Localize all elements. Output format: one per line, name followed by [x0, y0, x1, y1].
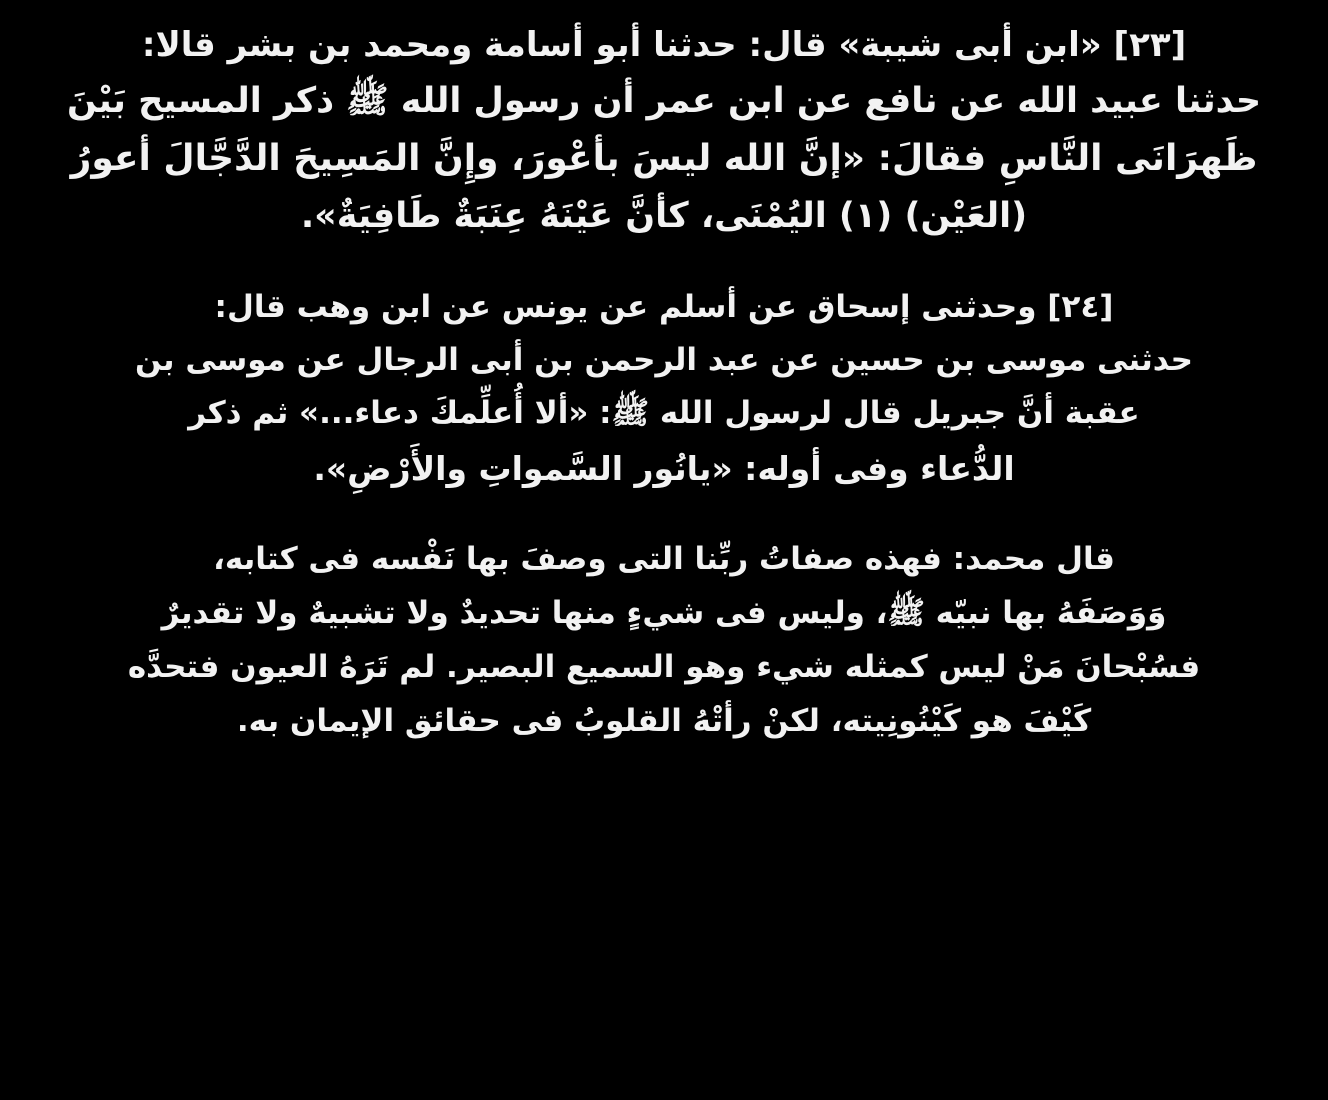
hadith-23-line-4: (العَيْن) (١) اليُمْنَى، كأنَّ عَيْنَهُ عِنَبَةٌ طَافِيَةٌ». [300, 196, 1028, 237]
hadith-entry-23 [34, 18, 1294, 245]
commentary-line-4: كَيْفَ هو كَيْنُونِيته، لكنْ رأتْهُ القلوبُ فى حقائق الإيمان به. [236, 703, 1092, 740]
hadith-24-line-3: عقبة أنَّ جبريل قال لرسول الله ﷺ: «ألا أُعلِّمكَ دعاء...» ثم ذكر [188, 395, 1140, 432]
hadith-24-line-4: الدُّعاء وفى أوله: «يانُور السَّمواتِ والأَرْضِ». [313, 448, 1015, 488]
hadith-entry-24 [34, 281, 1294, 498]
commentary-line-1: قال محمد: فهذه صفاتُ ربِّنا التى وصفَ بها نَفْسه فى كتابه، [213, 541, 1115, 578]
commentary-line-3: فسُبْحانَ مَنْ ليس كمثله شيء وهو السميع البصير. لم تَرَهُ العيون فتحدَّه [127, 649, 1201, 686]
hadith-23-line-1: [٢٣] «ابن أبى شيبة» قال: حدثنا أبو أسامة ومحمد بن بشر قالا: [141, 25, 1187, 65]
commentary-paragraph [34, 533, 1294, 749]
hadith-24-line-2: حدثنى موسى بن حسين عن عبد الرحمن بن أبى الرجال عن موسى بن [135, 342, 1193, 379]
commentary-line-2: وَوَصَفَهُ بها نبيّه ﷺ، وليس فى شيءٍ منها تحديدٌ ولا تشبيهٌ ولا تقديرٌ [161, 595, 1167, 632]
hadith-24-line-1: [٢٤] وحدثنى إسحاق عن أسلم عن يونس عن ابن وهب قال: [214, 288, 1114, 325]
hadith-23-line-2: حدثنا عبيد الله عن نافع عن ابن عمر أن رسول الله ﷺ ذكر المسيح بَيْنَ [66, 81, 1262, 122]
hadith-23-line-3: ظَهرَانَى النَّاسِ فقالَ: «إنَّ الله ليسَ بأعْورَ، وإِنَّ المَسِيحَ الدَّجَّالَ أعورُ [70, 137, 1258, 179]
